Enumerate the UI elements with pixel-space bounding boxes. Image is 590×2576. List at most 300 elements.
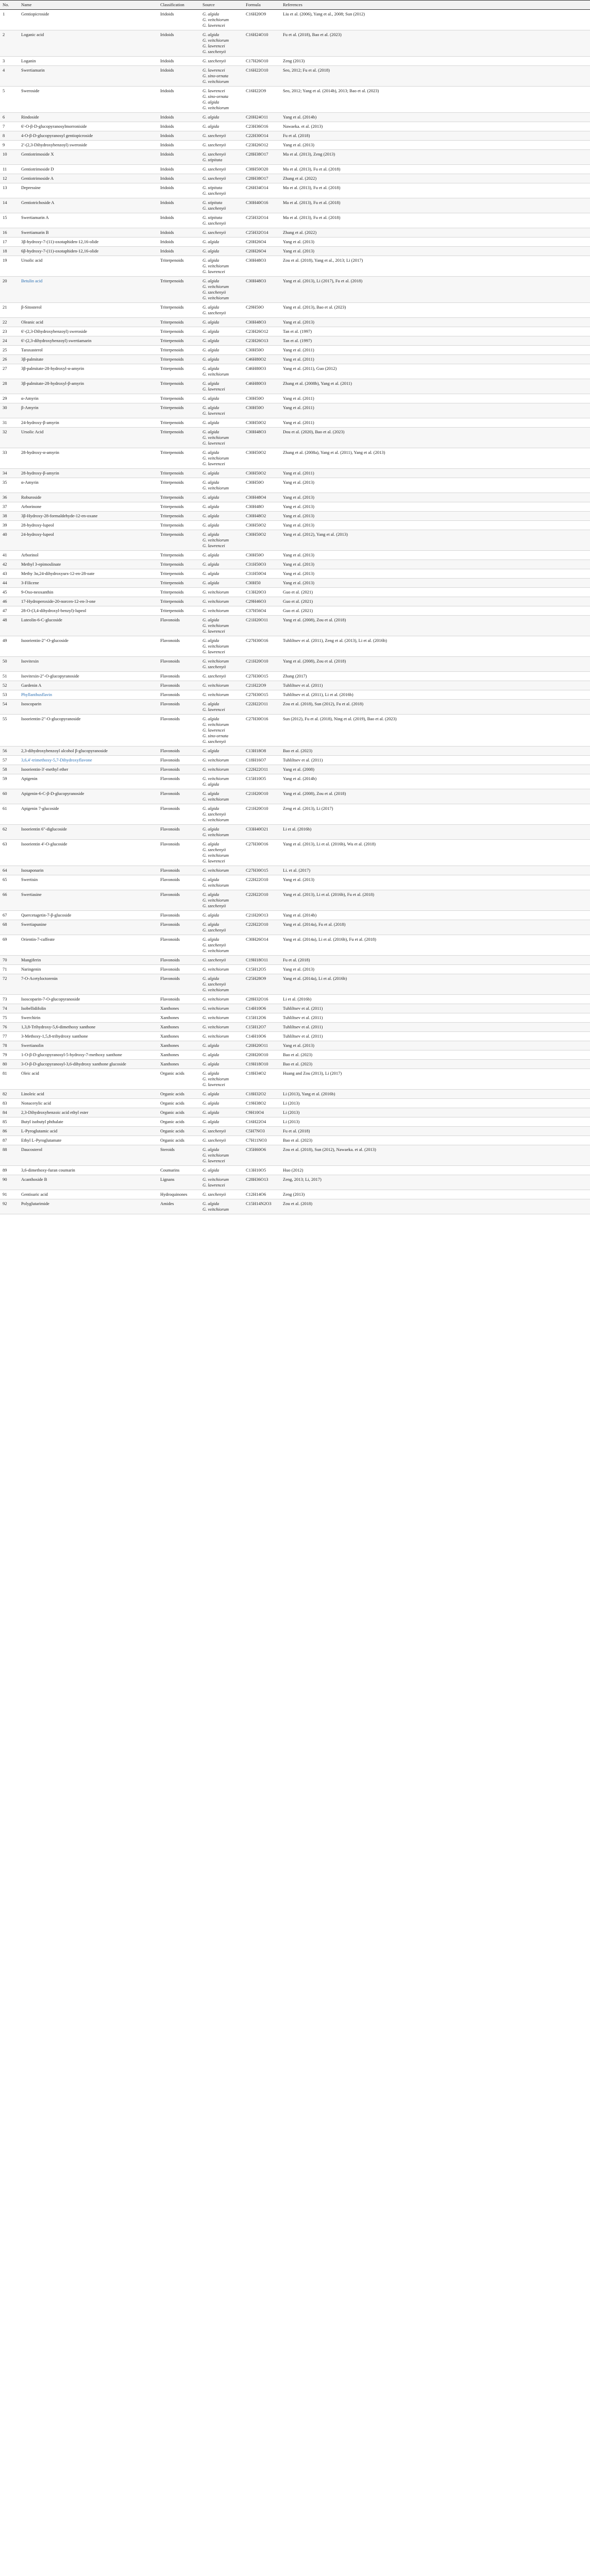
compound-references: Zou et al. (2018), Sun (2012), Fu et al. (2018) — [280, 700, 590, 715]
compound-references: Zhang et al. (2022) — [280, 174, 590, 183]
compound-formula: C22H22O10 — [243, 890, 280, 911]
source-species: G. algida — [203, 701, 220, 706]
compound-formula: C29H46O3 — [243, 597, 280, 606]
compound-references: Yang et al. (2013) — [280, 502, 590, 512]
source-species: G. szechenyii — [203, 1128, 226, 1133]
source-species: G. algida — [203, 1071, 220, 1076]
compound-references: Yang et al. (2013) — [280, 551, 590, 560]
compound-formula: C30H50O2 — [243, 530, 280, 551]
compound-references: Tuhliltsev et al. (2011) — [280, 1013, 590, 1023]
compound-references: Seo, 2012; Fu et al. (2018) — [280, 66, 590, 87]
compound-references: Yang et al. (2011) — [280, 418, 590, 428]
compound-name: 3β-palmitate-28-hydroxyl-β-amyrin — [19, 379, 158, 394]
compound-references: Fu et al. (2018), Bao et al. (2023) — [280, 30, 590, 57]
compound-name: Swertianolin — [19, 1041, 158, 1050]
table-row — [0, 512, 590, 521]
source-species: G. lawrencei — [203, 1082, 225, 1087]
source-species: G. veitchiorum — [203, 1033, 229, 1039]
compound-source — [200, 150, 243, 165]
compound-references: Ma et al. (2013), Fu et al. (2018) — [280, 198, 590, 213]
table-row — [0, 911, 590, 920]
compound-classification: Flavonoids — [158, 681, 200, 690]
compound-classification: Xanthones — [158, 1013, 200, 1023]
compound-classification: Triterpenoids — [158, 569, 200, 579]
compound-name: 3β-palmitate-28-hydroxyl-α-amyrin — [19, 364, 158, 379]
source-species: G. szechenyii — [203, 664, 226, 669]
compound-source — [200, 890, 243, 911]
table-row — [0, 1041, 590, 1050]
compound-number: 70 — [0, 956, 19, 965]
compound-number: 65 — [0, 875, 19, 890]
table-row — [0, 521, 590, 530]
compound-source — [200, 493, 243, 502]
compound-classification: Iridoids — [158, 66, 200, 87]
compound-source — [200, 1190, 243, 1199]
table-row — [0, 690, 590, 700]
compound-source — [200, 588, 243, 597]
compound-name: 28-hydroxy-lupeol — [19, 521, 158, 530]
source-species: G. veitchiorum — [203, 79, 229, 84]
compound-number: 66 — [0, 890, 19, 911]
compound-source — [200, 690, 243, 700]
table-row — [0, 394, 590, 403]
compound-formula: C46H80O3 — [243, 364, 280, 379]
table-row — [0, 122, 590, 131]
compound-name: Swertiamarin B — [19, 228, 158, 238]
compound-number: 75 — [0, 1013, 19, 1023]
compound-source — [200, 551, 243, 560]
compound-number: 63 — [0, 840, 19, 866]
source-species: G. veitchiorum — [203, 589, 229, 595]
compound-name: Swertiamarin — [19, 66, 158, 87]
compound-classification: Iridoids — [158, 57, 200, 66]
compound-source — [200, 346, 243, 355]
source-species: G. algida — [203, 420, 220, 425]
compound-number: 32 — [0, 428, 19, 448]
compound-number: 87 — [0, 1136, 19, 1145]
compound-number: 62 — [0, 825, 19, 840]
source-species: G. szechenyii — [203, 133, 226, 138]
compound-classification: Flavonoids — [158, 995, 200, 1004]
compound-classification: Flavonoids — [158, 974, 200, 995]
compound-classification: Flavonoids — [158, 825, 200, 840]
table-row — [0, 198, 590, 213]
source-species: G. szechenyii — [203, 1192, 226, 1197]
compound-formula: C21H22O9 — [243, 681, 280, 690]
compound-source — [200, 1041, 243, 1050]
source-species: G. algida — [203, 504, 220, 509]
compound-name: Sweroside — [19, 87, 158, 113]
compound-formula: C15H10O5 — [243, 774, 280, 789]
compound-source — [200, 774, 243, 789]
compound-formula: C16H22O4 — [243, 1117, 280, 1127]
compound-source — [200, 512, 243, 521]
compound-formula: C30H48O3 — [243, 318, 280, 327]
compound-formula: C30H48O4 — [243, 493, 280, 502]
compound-classification: Flavonoids — [158, 690, 200, 700]
compound-name: 3β-Hydroxy-28-formaldehyde-12-en-oxane — [19, 512, 158, 521]
compound-source — [200, 1099, 243, 1108]
source-species: G. veitchiorum — [203, 1015, 229, 1020]
source-species: G. szechenyii — [203, 290, 226, 295]
source-species: G. algida — [203, 114, 220, 120]
compound-formula: C30H48O3 — [243, 277, 280, 303]
compound-name: 3,6-dimethoxy-furan coumarin — [19, 1166, 158, 1175]
compound-formula: C22H22O10 — [243, 875, 280, 890]
compound-source — [200, 113, 243, 122]
table-body — [0, 10, 590, 1214]
source-species: G. lawrencei — [203, 43, 225, 48]
table-row — [0, 277, 590, 303]
compound-name: Gentiotrimoside X — [19, 150, 158, 165]
compound-source — [200, 920, 243, 935]
compound-references: Yang et al. (2014b) — [280, 911, 590, 920]
compound-number: 69 — [0, 935, 19, 956]
compound-number: 5 — [0, 87, 19, 113]
compound-number: 52 — [0, 681, 19, 690]
source-species: G. veitchiorum — [203, 817, 229, 822]
source-species: G. lawrencei — [203, 707, 225, 712]
compound-classification: Xanthones — [158, 1023, 200, 1032]
compound-source — [200, 965, 243, 974]
table-row — [0, 150, 590, 165]
table-row — [0, 789, 590, 804]
compound-formula: C28H38O17 — [243, 174, 280, 183]
source-species: G. algida — [203, 304, 220, 310]
compound-references: Fu et al. (2018) — [280, 956, 590, 965]
compound-classification: Organic acids — [158, 1069, 200, 1090]
source-species: G. veitchiorum — [203, 683, 229, 688]
compound-name: Gentiopicroside — [19, 10, 158, 30]
compound-references: Yang et al. (2013), Li et al. (2016b), Wu et al. (2018) — [280, 840, 590, 866]
compound-number: 84 — [0, 1108, 19, 1117]
source-species: G. algida — [203, 791, 220, 796]
compound-source — [200, 228, 243, 238]
compound-classification: Triterpenoids — [158, 403, 200, 418]
compound-references: Yang et al. (2014a), Fu et al. (2018) — [280, 920, 590, 935]
source-species: G. veitchiorum — [203, 692, 229, 697]
table-row — [0, 715, 590, 747]
compound-name: α-Amyrin — [19, 478, 158, 493]
compound-number: 89 — [0, 1166, 19, 1175]
source-species: G. veitchiorum — [203, 868, 229, 873]
compound-references: Ma et al. (2013), Zeng (2013) — [280, 150, 590, 165]
source-species: G. veitchiorum — [203, 1207, 229, 1212]
compound-name: Gentiotrimoside A — [19, 174, 158, 183]
compound-name: α-Amyrin — [19, 394, 158, 403]
source-species: G. algida — [203, 806, 220, 811]
compound-source — [200, 1090, 243, 1099]
compound-number: 54 — [0, 700, 19, 715]
compound-classification: Iridoids — [158, 30, 200, 57]
compound-number: 2 — [0, 30, 19, 57]
source-species: G. veitchiorum — [203, 967, 229, 972]
compound-source — [200, 1108, 243, 1117]
compound-number: 35 — [0, 478, 19, 493]
compound-formula: C33H40O21 — [243, 825, 280, 840]
compound-references: Yang et al. (2013) — [280, 521, 590, 530]
compound-references: Zeng et al. (2013), Li (2017) — [280, 804, 590, 825]
compound-formula: C27H30O15 — [243, 690, 280, 700]
source-species: G. algida — [203, 319, 220, 325]
table-row — [0, 428, 590, 448]
table-row — [0, 174, 590, 183]
compound-number: 53 — [0, 690, 19, 700]
compound-formula: C26H34O14 — [243, 183, 280, 198]
compound-name: Depressine — [19, 183, 158, 198]
compound-name: Oleic acid — [19, 1069, 158, 1090]
table-row — [0, 636, 590, 657]
source-species: G. veitchiorum — [203, 38, 229, 43]
source-species: G. szechenyii — [203, 58, 226, 63]
compound-references: Yang et al. (2008), Zou et al. (2018) — [280, 789, 590, 804]
compound-number: 55 — [0, 715, 19, 747]
compound-number: 64 — [0, 866, 19, 875]
compound-formula: C27H30O15 — [243, 866, 280, 875]
compound-references: Tuhliltsev et al. (2011), Li et al. (2016b) — [280, 690, 590, 700]
compound-references: Yang et al. (2013) — [280, 579, 590, 588]
compound-number: 8 — [0, 131, 19, 141]
compound-classification: Triterpenoids — [158, 303, 200, 318]
compound-name: Apigenin-6-C-β-D-glucopyranoside — [19, 789, 158, 804]
compound-name: Loganic acid — [19, 30, 158, 57]
compound-formula: C21H20O10 — [243, 789, 280, 804]
compound-name: Ethyl L-Pyroglutamate — [19, 1136, 158, 1145]
compound-formula: C21H20O11 — [243, 616, 280, 636]
compound-classification: Triterpenoids — [158, 448, 200, 469]
compound-number: 80 — [0, 1060, 19, 1069]
compound-name: 3β-hydroxy-7-(11)-oxotaphiden-12,16-olide — [19, 238, 158, 247]
compound-formula: C23H26O13 — [243, 336, 280, 346]
compound-source — [200, 1127, 243, 1136]
compound-classification: Organic acids — [158, 1117, 200, 1127]
compound-formula: C27H30O16 — [243, 636, 280, 657]
compound-classification: Iridoids — [158, 10, 200, 30]
compound-formula: C21H20O13 — [243, 911, 280, 920]
compound-number: 59 — [0, 774, 19, 789]
compound-source — [200, 765, 243, 774]
compound-formula: C30H50O2 — [243, 418, 280, 428]
compound-name: Isoscoparin-7-O-glucopyranoside — [19, 995, 158, 1004]
source-species: G. veitchiorum — [203, 987, 229, 992]
compound-classification: Flavonoids — [158, 700, 200, 715]
table-row — [0, 113, 590, 122]
source-species: G. veitchiorum — [203, 17, 229, 22]
source-species: G. algida — [203, 976, 220, 981]
table-row — [0, 774, 590, 789]
compound-name: 3-Methoxy-1,5,8-trihydroxy xanthone — [19, 1032, 158, 1041]
header-formula: Formula — [243, 1, 280, 10]
table-row — [0, 560, 590, 569]
compound-classification: Flavonoids — [158, 890, 200, 911]
table-row — [0, 1145, 590, 1166]
compound-classification: Triterpenoids — [158, 502, 200, 512]
compound-classification: Triterpenoids — [158, 327, 200, 336]
header-row — [0, 1, 590, 10]
table-row — [0, 1090, 590, 1099]
compound-formula: C30H50O2 — [243, 469, 280, 478]
compound-number: 83 — [0, 1099, 19, 1108]
source-species: G. veitchiorum — [203, 658, 229, 664]
compound-classification: Flavonoids — [158, 840, 200, 866]
compound-formula: C15H14N2O3 — [243, 1199, 280, 1214]
source-species: G. szechenyii — [203, 739, 226, 744]
table-row — [0, 57, 590, 66]
source-species: G. algida — [203, 429, 220, 434]
compound-name: 6β-hydroxy-7-(11)-oxotaphiden-12,16-olide — [19, 247, 158, 256]
compound-classification: Triterpenoids — [158, 560, 200, 569]
compound-references: Yang et al. (2013) — [280, 141, 590, 150]
compound-classification: Triterpenoids — [158, 551, 200, 560]
compound-source — [200, 247, 243, 256]
compound-formula: C27H30O16 — [243, 840, 280, 866]
compound-number: 23 — [0, 327, 19, 336]
compound-source — [200, 995, 243, 1004]
table-row — [0, 1199, 590, 1214]
compound-number: 74 — [0, 1004, 19, 1013]
compound-number: 72 — [0, 974, 19, 995]
compound-number: 12 — [0, 174, 19, 183]
compound-references: Yang et al. (2013) — [280, 1041, 590, 1050]
compound-references: Ma et al. (2013), Fu et al. (2018) — [280, 165, 590, 174]
compound-source — [200, 1175, 243, 1190]
compound-number: 20 — [0, 277, 19, 303]
source-species: G. veitchiorum — [203, 608, 229, 613]
compound-name: 4-O-β-D-glucopyranosyl gentiopicroside — [19, 131, 158, 141]
compound-references: Zhang (2017) — [280, 672, 590, 681]
table-row — [0, 131, 590, 141]
table-row — [0, 890, 590, 911]
compound-number: 25 — [0, 346, 19, 355]
compound-formula: C30H48O3 — [243, 256, 280, 277]
source-species: G. veitchiorum — [203, 853, 229, 858]
compound-name: 24-hydroxy-lupeol — [19, 530, 158, 551]
source-species: G. szechenyii — [203, 942, 226, 947]
compound-number: 57 — [0, 756, 19, 765]
compound-formula: C28H38O17 — [243, 150, 280, 165]
compound-name: Ursolic Acid — [19, 428, 158, 448]
compound-classification: Iridoids — [158, 87, 200, 113]
compound-name: Swertisin — [19, 875, 158, 890]
header-name: Name — [19, 1, 158, 10]
compound-source — [200, 756, 243, 765]
compound-number: 49 — [0, 636, 19, 657]
compound-classification: Flavonoids — [158, 636, 200, 657]
compound-source — [200, 364, 243, 379]
source-species: G. szechenyii — [203, 927, 226, 933]
compound-name: 3-O-β-D-glucopyranosyl-3,6-dihydroxy xanthone glucoside — [19, 1060, 158, 1069]
compound-classification: Iridoids — [158, 113, 200, 122]
source-species: G. veitchiorum — [203, 948, 229, 953]
compound-references: Bao et al. (2023) — [280, 1060, 590, 1069]
compound-name: Acanthoside B — [19, 1175, 158, 1190]
table-row — [0, 579, 590, 588]
compound-classification: Flavonoids — [158, 965, 200, 974]
source-species: G. stipitata — [203, 185, 223, 190]
source-species: G. veitchiorum — [203, 897, 229, 903]
source-species: G. algida — [203, 912, 220, 918]
compound-references: Yang et al. (2011) — [280, 355, 590, 364]
compound-formula: C38H50O20 — [243, 165, 280, 174]
compound-number: 45 — [0, 588, 19, 597]
source-species: G. algida — [203, 571, 220, 576]
source-species: G. algida — [203, 480, 220, 485]
compound-source — [200, 1013, 243, 1023]
source-species: G. algida — [203, 239, 220, 244]
compound-number: 30 — [0, 403, 19, 418]
source-species: G. algida — [203, 99, 220, 105]
source-species: G. veitchiorum — [203, 105, 229, 110]
compound-name: Swertiapunine — [19, 920, 158, 935]
compound-classification: Organic acids — [158, 1090, 200, 1099]
compound-classification: Hydroquinones — [158, 1190, 200, 1199]
table-row — [0, 403, 590, 418]
compound-formula: C29H50O — [243, 303, 280, 318]
table-row — [0, 672, 590, 681]
compound-classification: Triterpenoids — [158, 318, 200, 327]
compound-classification: Organic acids — [158, 1127, 200, 1136]
source-species: G. lawrencei — [203, 67, 225, 73]
source-species: G. veitchiorum — [203, 295, 229, 300]
compound-classification: Triterpenoids — [158, 579, 200, 588]
compound-classification: Xanthones — [158, 1041, 200, 1050]
table-row — [0, 1004, 590, 1013]
table-row — [0, 1190, 590, 1199]
compound-references: Tuhliltsev et al. (2011) — [280, 756, 590, 765]
compound-formula: C30H48O2 — [243, 512, 280, 521]
compound-formula: C16H22O10 — [243, 66, 280, 87]
compound-references: Li. et al. (2017) — [280, 866, 590, 875]
compound-references: Yang et al. (2013) — [280, 875, 590, 890]
table-row — [0, 597, 590, 606]
compound-references: Yang et al. (2013) — [280, 247, 590, 256]
compound-number: 13 — [0, 183, 19, 198]
source-species: G. veitchiorum — [203, 883, 229, 888]
compound-formula: C23H36O16 — [243, 122, 280, 131]
compound-classification: Triterpenoids — [158, 355, 200, 364]
source-species: G. algida — [203, 338, 220, 343]
compound-name: Butyl isobutyl phthalate — [19, 1117, 158, 1127]
source-species: G. algida — [203, 1052, 220, 1057]
table-row — [0, 165, 590, 174]
compound-number: 71 — [0, 965, 19, 974]
source-species: G. lawrencei — [203, 269, 225, 274]
compound-name: Phyllanthusflavin — [19, 690, 158, 700]
table-row — [0, 1013, 590, 1023]
compound-name: 6′-(2,3-dihydroxybenzoyl) swertiamarin — [19, 336, 158, 346]
compound-source — [200, 560, 243, 569]
compound-references: Yang et al. (2013) — [280, 512, 590, 521]
compound-references: Guo et al. (2021) — [280, 606, 590, 616]
compound-formula: C20H20O11 — [243, 1041, 280, 1050]
source-species: G. algida — [203, 1119, 220, 1124]
table-row — [0, 875, 590, 890]
compound-name: Swerchirin — [19, 1013, 158, 1023]
compound-classification: Triterpenoids — [158, 256, 200, 277]
compound-references: Yang et al. (2011) — [280, 403, 590, 418]
source-species: G. algida — [203, 1110, 220, 1115]
compound-references: Tuhliltsev et al. (2011) — [280, 1032, 590, 1041]
compound-formula: C28H36O13 — [243, 1175, 280, 1190]
compound-name: 28-hydroxy-β-amyrin — [19, 469, 158, 478]
source-species: G. sino-ornata — [203, 733, 229, 738]
compound-classification: Triterpenoids — [158, 277, 200, 303]
source-species: G. sino-ornata — [203, 73, 229, 78]
compound-references: Yang et al. (2013) — [280, 318, 590, 327]
compound-formula: C30H50O — [243, 551, 280, 560]
compound-classification: Triterpenoids — [158, 606, 200, 616]
compound-references: Huang and Zou (2013), Li (2017) — [280, 1069, 590, 1090]
